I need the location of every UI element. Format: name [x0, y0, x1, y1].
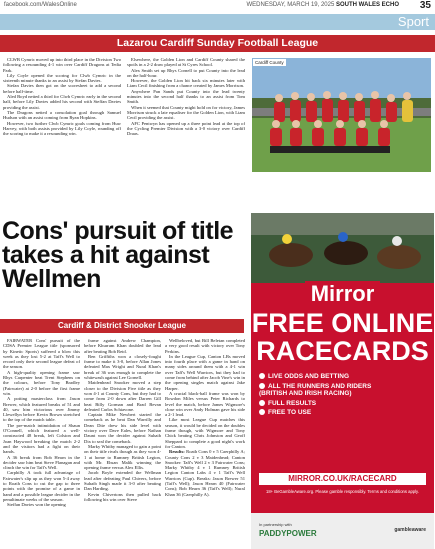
- league-banner: Lazarou Cardiff Sunday Football League: [0, 35, 435, 52]
- article-column: [127, 57, 245, 217]
- paragraph: Marky Whitby managed to gain a point on their title rivals though as they won 4-1 at home to Rumney British Legion, with Mr. Ehsan Malik winning the opening frame versus Alex Ellis.: [84, 443, 161, 471]
- section-label: Sport: [397, 14, 429, 29]
- paragraph: A high-quality opening frame saw Rhys Carpenter beat Trent Stephens on the colours, before Tony Bradley (Fairwater) at 2-0 before the first frame win.: [3, 369, 80, 396]
- paragraph: However, the Golden Lion hit back six minutes later with Liam Cecil finishing from a chance created by James Morrison.: [127, 78, 245, 89]
- bullet-icon: [259, 383, 265, 389]
- paragraph: A 36 break from Bob Hearn in the decider saw him beat Steve Flanagan and clinch the win for Taff's Well.: [3, 454, 80, 471]
- advert-bullet: FREE TO USE: [259, 409, 379, 417]
- paragraph: Aled Boyd netted a third for Clwb Cymric early in the second half, before Lily Davies added his second with Steffan Davies providing the assist.: [3, 94, 121, 110]
- partnership-label: In partnership with: [259, 522, 292, 527]
- horse-racing-image: [251, 213, 434, 283]
- paddypower-logo: PADDYPOWER: [259, 529, 317, 538]
- paragraph: Steffan Davies won the opening: [7, 502, 66, 508]
- article-column: [3, 57, 121, 217]
- paragraph: CLWB Cymric moved up into third place in the Division Two following a resounding 4-1 win over Cardiff Dragons at Tedia Park.: [3, 57, 121, 73]
- paragraph: The pre-match intimidation of Shaun O'Connell, which featured a well-constructed 48 break, left Colston and Joan Haywood breaking the match 2-2 and the visitors had a fight on their hands.: [3, 422, 80, 455]
- bullet-icon: [259, 400, 265, 406]
- advert-bullet: LIVE ODDS AND BETTING: [259, 373, 379, 381]
- facebook-link: facebook.com/WalesOnline: [4, 2, 77, 8]
- paragraph: In the League Cup, Canton LBs moved into fourth place with a game in hand on many sides around them with a 4-1 win over Taff's Well Warriors, but they had to come from behind after Jacob Vine's win in the opening singles match against Jake Harper.: [165, 353, 245, 391]
- paragraph: Anywhere Pan Sands put County into the lead twenty minutes into the second half thanks to an assist from Tom Smith.: [127, 88, 245, 105]
- bullet-icon: [259, 373, 265, 379]
- section-band: [0, 14, 435, 30]
- gambleaware-logo: gambleaware: [394, 527, 426, 533]
- paragraph: Alex Smith set up Rhys Cornell to put County into the lead on the half-hour.: [127, 67, 245, 78]
- article-column: [3, 338, 80, 548]
- team-photo-image: [252, 58, 431, 172]
- bullet-icon: [259, 409, 265, 415]
- racecards-advert[interactable]: [251, 213, 434, 549]
- paragraph: frame against Andrew Champion, before Khurram Khan doubled the lead after beating Bob Reid.: [84, 338, 161, 354]
- paragraph: Kevin Chivertons then pulled back following his win over Steve: [84, 491, 161, 502]
- results-label: Results:: [169, 449, 185, 455]
- paragraph: Like most League Cup matches this season, it would be decided on the doubles frame though, with Wigmore and Tony Chick beating Chris Johnston and Geoff Sheppard to complete a good night's work for Canton.: [165, 417, 245, 449]
- advert-footer: [251, 513, 434, 549]
- advert-bullet: FULL RESULTS: [259, 400, 379, 408]
- paragraph: Ben Griffiths won a closely-fought frame to make it 3-0, before Allan Jones defeated Max Wright and Nural Khan's break of 36 was enough to complete the whitewash against Lee Gornell.: [84, 353, 161, 381]
- paragraph: Elsewhere, the Golden Lion and Cardiff County shared the spoils in a 2-2 draw played at St Cyres School.: [127, 57, 245, 68]
- paragraph: When it seemed that County might hold on for victory, James Morrison struck a late equaliser for the Golden Lion, with Liam Cecil providing the assist.: [127, 104, 245, 121]
- paragraph: A crucial black-ball frame was won by Bowdon Miles versus Peter Richards to level the match, before James Wigmore's close win over Andy Holman gave his side a 2-1 lead.: [165, 390, 245, 418]
- paragraph: Lily Coyle opened the scoring for Clwb Cymric in the sixteenth minute thanks to an assist by Stefan Davies.: [3, 72, 121, 84]
- racecard-url[interactable]: MIRROR.CO.UK/RACECARD: [259, 473, 426, 485]
- advert-bullets: [259, 373, 379, 419]
- article-column: [84, 338, 161, 548]
- article-column: [165, 338, 245, 548]
- paragraph: AFC Pentwyn has opened up a three point lead at the top of the Cycling Premier Division with a 3-0 victory over Cardiff Draas.: [127, 120, 245, 137]
- paragraph: However, two further Clwb Cymric goals coming from Huw Harvey, with both assists provided by Lily Coyle, rounding off the scoring to make it a resounding win.: [3, 120, 121, 137]
- snooker-banner: Cardiff & District Snooker League: [0, 319, 244, 333]
- paragraph: Wellbeloved, but Bill Beletan completed a very good result with victory over Tony Perkins.: [165, 338, 245, 354]
- paragraph: A potting masterclass from Jason Brewer, which featured breaks of 51 and 40, saw him victorious over Jimmy Llewellyn before Kevin Brown stretched to the top of the match table.: [3, 396, 80, 423]
- paragraph: Carphilly A took full advantage of Fairwater's slip up as they won 5-4 away to Roath Cons to cut the gap to three points with the promise of a game in hand and a possible league decider in the penultimate weeks of the season.: [3, 470, 80, 502]
- team-photo: [252, 58, 431, 172]
- results-text: Roath Cons 0 v 5 Caerphilly A; County Cons 2 v 3 Maidenhead; Canton Snooker: Taff's Well 2 v 3 Fairwater Cons; Marky Whitby 4 v 1 Rumney British Legion Canton Labs 4 v 1 Taff's Well Warriors (Cup). Breaks: Jason Brewer 51 (Taff's Well); Jason Hearn 40 (Fairwater Cons); Bob Hearn 36 (Taff's Well); Nural Khan 36 (Caerphilly A).: [165, 449, 245, 497]
- results-paragraph: [165, 449, 245, 497]
- headline: Cons' pursuit of title takes a hit against Wellmen: [2, 217, 234, 293]
- photo-caption: Cardiff County: [255, 60, 284, 65]
- page-number: 35: [419, 0, 431, 11]
- paragraph: Captain Mike Newbert started the comeback as he beat Dan Warrilly and Dean Dite drew his side level with victory over Dave Eales, before Nathan Daunt won the decider against Suhaib Dix to seal the comeback.: [84, 412, 161, 444]
- mirror-logo: Mirror: [251, 282, 434, 306]
- advert-bullet: ALL THE RUNNERS AND RIDERS (BRITISH AND IRISH RACING): [259, 382, 372, 397]
- advert-small-print: 18+ BeGambleAware.org. Please gamble responsibly. Terms and conditions apply.: [266, 489, 419, 494]
- page-header: [0, 0, 435, 11]
- paragraph: Stefan Davies then got on the scoresheet to add a second before half-time.: [3, 83, 121, 94]
- paragraph: The Dragons netted a consolation goal through Samuel Hudson with an assist coming from Ryan Hopkins.: [3, 109, 121, 121]
- paragraph: Jacob Boyle extended the Wellman lead after defeating Paul Chivers, before Suhaib Singh made it 3-0 after beating Dan Harding.: [84, 470, 161, 492]
- advert-headline: FREE ONLINE RACECARDS: [251, 308, 434, 366]
- issue-date: WEDNESDAY, MARCH 19, 2025 SOUTH WALES ECHO: [246, 2, 399, 8]
- paragraph: FAIRWATER Cons' pursuit of the CDSA Premier League title (sponsored by Kinetic Sports) suffered a blow this week as they lost 5-2 at Taff's Well to record only their second league defeat of the season.: [3, 338, 80, 370]
- paragraph: Maidenhead Snooker moved a step closer to the Division Five title as they won 4-1 at County Cons, but they had to come from 2-0 down after Darren Gill beat Billy Gorman and Brad Bevan defeated Carlos Schiavone.: [84, 380, 161, 412]
